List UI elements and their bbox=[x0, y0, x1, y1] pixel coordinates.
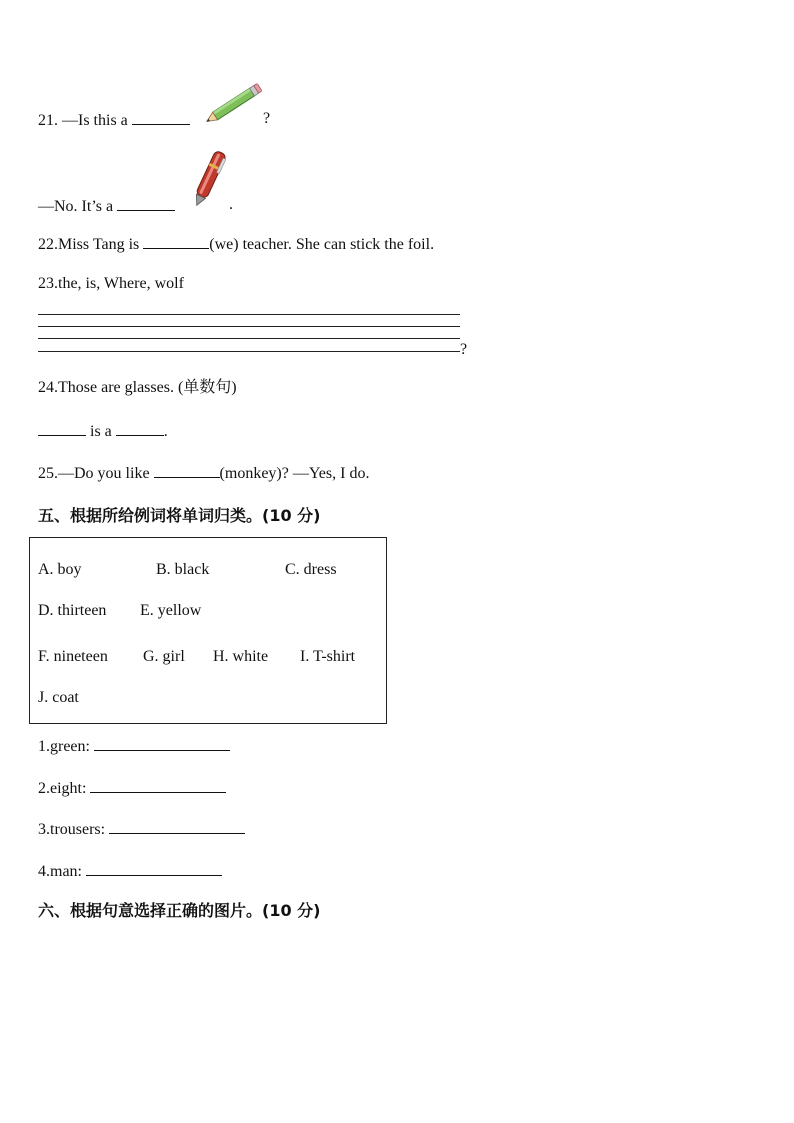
category-label-2: 2.eight: bbox=[38, 780, 87, 797]
q25-suffix: (monkey)? —Yes, I do. bbox=[219, 465, 370, 482]
q22-prefix: 22.Miss Tang is bbox=[38, 236, 140, 253]
q23-writing-line-4[interactable] bbox=[38, 351, 460, 352]
q21-line2 bbox=[38, 195, 175, 217]
pen-icon bbox=[187, 146, 231, 212]
category-item-1 bbox=[38, 735, 230, 757]
q21-question-mark: ? bbox=[263, 110, 271, 127]
option-h: H. white bbox=[213, 648, 269, 665]
category-item-3 bbox=[38, 818, 245, 840]
q21-period: . bbox=[229, 196, 233, 213]
section6-title: 六、根据句意选择正确的图片。(10 分) bbox=[38, 901, 321, 920]
q21-answer-prefix: —No. It’s a bbox=[38, 198, 114, 215]
q24-sentence: 24.Those are glasses. (单数句) bbox=[38, 379, 237, 396]
q23-writing-line-1[interactable] bbox=[38, 314, 460, 315]
option-e: E. yellow bbox=[140, 602, 202, 619]
category-label-3: 3.trousers: bbox=[38, 821, 106, 838]
option-i: I. T-shirt bbox=[300, 648, 356, 665]
q22-blank[interactable] bbox=[143, 233, 209, 249]
q21-blank-1[interactable] bbox=[132, 109, 190, 125]
category-label-4: 4.man: bbox=[38, 863, 82, 880]
q25-prefix: 25.—Do you like bbox=[38, 465, 150, 482]
category-label-1: 1.green: bbox=[38, 738, 90, 755]
q25-blank[interactable] bbox=[154, 462, 220, 478]
category-blank-1[interactable] bbox=[94, 735, 230, 751]
q24-period: . bbox=[163, 423, 168, 440]
q21-line1 bbox=[38, 109, 190, 131]
category-blank-2[interactable] bbox=[90, 777, 226, 793]
option-j: J. coat bbox=[38, 689, 79, 706]
q24-blank-2[interactable] bbox=[116, 420, 164, 436]
q24-mid: is a bbox=[90, 423, 112, 440]
option-c: C. dress bbox=[285, 561, 337, 578]
q23-writing-line-2[interactable] bbox=[38, 326, 460, 327]
pencil-icon bbox=[200, 82, 266, 128]
option-a: A. boy bbox=[38, 561, 82, 578]
category-item-2 bbox=[38, 777, 226, 799]
option-f: F. nineteen bbox=[38, 648, 108, 665]
category-blank-3[interactable] bbox=[109, 818, 245, 834]
category-blank-4[interactable] bbox=[86, 860, 222, 876]
q23-writing-line-3[interactable] bbox=[38, 338, 460, 339]
q21-number: 21 bbox=[38, 112, 54, 129]
q22-line bbox=[38, 233, 434, 255]
q24-answer-line bbox=[38, 420, 168, 442]
option-d: D. thirteen bbox=[38, 602, 107, 619]
q23-question-mark: ? bbox=[460, 341, 468, 358]
option-b: B. black bbox=[156, 561, 210, 578]
option-g: G. girl bbox=[143, 648, 185, 665]
q24-blank-1[interactable] bbox=[38, 420, 86, 436]
q21-blank-2[interactable] bbox=[117, 195, 175, 211]
q23-words: 23.the, is, Where, wolf bbox=[38, 275, 184, 292]
section5-title: 五、根据所给例词将单词归类。(10 分) bbox=[38, 506, 321, 525]
q25-line bbox=[38, 462, 369, 484]
q22-suffix: (we) teacher. She can stick the foil. bbox=[209, 236, 435, 253]
category-item-4 bbox=[38, 860, 222, 882]
word-options-box bbox=[29, 537, 387, 724]
q21-question: . —Is this a bbox=[54, 112, 128, 129]
